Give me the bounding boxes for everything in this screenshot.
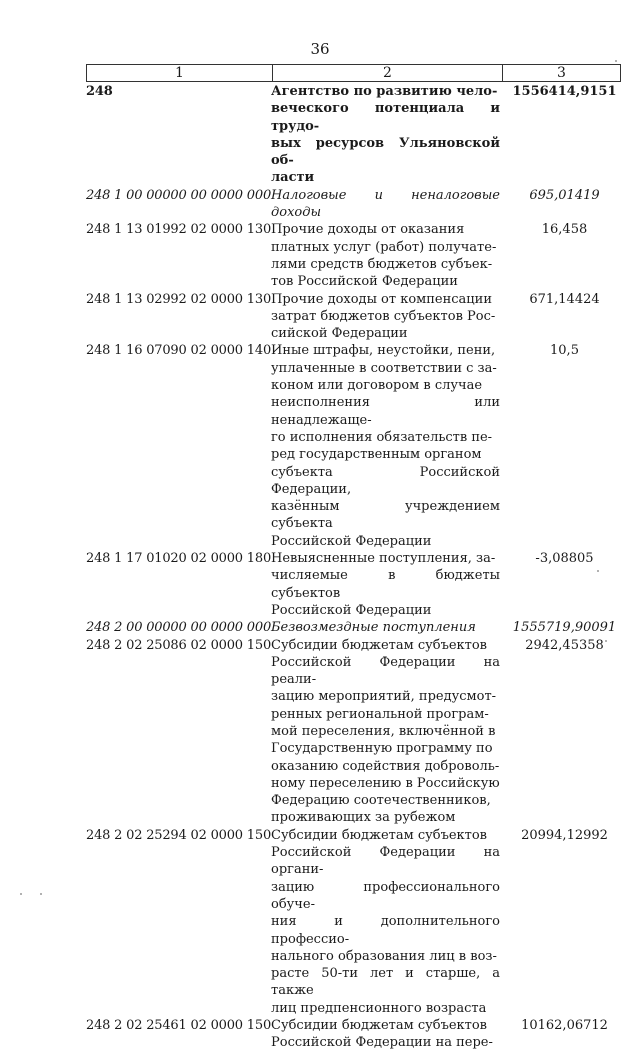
row-code: 248 1 00 00000 00 0000 000 bbox=[86, 187, 272, 203]
desc-line: уплаченные в соответствии с за- bbox=[271, 360, 497, 376]
desc-line: Безвозмездные поступления bbox=[271, 620, 476, 636]
row-amount: 20994,12992 bbox=[521, 827, 608, 843]
row-amount: 1555719,90091 bbox=[512, 620, 617, 636]
row-code: 248 2 02 25086 02 0000 150 bbox=[86, 637, 272, 653]
desc-line: сийской Федерации bbox=[271, 326, 408, 342]
desc-line: лями средств бюджетов субъек- bbox=[271, 256, 493, 272]
row-description bbox=[271, 637, 500, 827]
row-amount: 2942,45358 bbox=[525, 637, 604, 653]
desc-line: Субсидии бюджетам субъектов bbox=[271, 1018, 488, 1034]
desc-line: мой переселения, включённой в bbox=[271, 723, 496, 739]
row-code: 248 bbox=[86, 84, 113, 99]
row-description bbox=[271, 291, 500, 343]
row-description bbox=[271, 1017, 500, 1052]
desc-line: оказанию содействия доброволь- bbox=[271, 758, 500, 774]
desc-line: ренных региональной програм- bbox=[271, 706, 489, 722]
desc-line: Российской Федерации bbox=[271, 602, 432, 618]
desc-line: Прочие доходы от компенсации bbox=[271, 291, 492, 307]
desc-line: го исполнения обязательств пе- bbox=[271, 429, 493, 445]
row-amount: 10,5 bbox=[550, 343, 579, 359]
desc-line: ному переселению в Российскую bbox=[271, 775, 500, 791]
desc-line: расте 50-ти лет и старше, а также bbox=[271, 966, 500, 999]
row-description bbox=[271, 221, 500, 290]
scan-speck bbox=[20, 893, 22, 895]
desc-line: зацию профессионального обуче- bbox=[271, 879, 500, 912]
table-row bbox=[86, 291, 621, 343]
desc-line: числяемые в бюджеты субъектов bbox=[271, 568, 500, 601]
desc-line: Государственную программу по bbox=[271, 741, 493, 757]
table-row bbox=[86, 619, 621, 636]
desc-line: нального образования лиц в воз- bbox=[271, 948, 497, 964]
row-code: 248 1 13 02992 02 0000 130 bbox=[86, 291, 272, 307]
table-row bbox=[86, 187, 621, 222]
row-amount: 671,14424 bbox=[529, 291, 600, 307]
row-code: 248 1 13 01992 02 0000 130 bbox=[86, 222, 272, 238]
row-description bbox=[271, 619, 500, 636]
row-amount: 1556414,9151 bbox=[512, 84, 617, 99]
row-description bbox=[271, 83, 500, 187]
header-col-1: 1 bbox=[87, 65, 273, 81]
row-code: 248 2 02 25461 02 0000 150 bbox=[86, 1018, 272, 1034]
table-row bbox=[86, 637, 621, 827]
desc-line: Российской Федерации bbox=[271, 533, 432, 549]
table-body bbox=[86, 83, 621, 1052]
row-description bbox=[271, 187, 500, 222]
scan-speck bbox=[615, 60, 617, 62]
desc-line: платных услуг (работ) получате- bbox=[271, 239, 497, 255]
row-code: 248 2 00 00000 00 0000 000 bbox=[86, 620, 272, 636]
desc-line: субъекта Российской Федерации, bbox=[271, 464, 500, 497]
scan-speck bbox=[40, 893, 42, 895]
header-col-3: 3 bbox=[557, 65, 566, 81]
desc-line: Агентство по развитию чело- bbox=[271, 84, 498, 99]
desc-line: Российской Федерации на органи- bbox=[271, 845, 500, 878]
desc-line: Российской Федерации на реали- bbox=[271, 654, 500, 688]
desc-line: ния и дополнительного профессио- bbox=[271, 914, 500, 947]
desc-line: ласти bbox=[271, 170, 315, 186]
row-description bbox=[271, 827, 500, 1017]
row-code: 248 2 02 25294 02 0000 150 bbox=[86, 827, 272, 843]
row-description bbox=[271, 342, 500, 550]
desc-line: Субсидии бюджетам субъектов bbox=[271, 827, 488, 843]
desc-line: лиц предпенсионного возраста bbox=[271, 1000, 487, 1016]
table-header bbox=[86, 64, 621, 82]
table-row bbox=[86, 83, 621, 187]
desc-line: Невыясненные поступления, за- bbox=[271, 551, 496, 567]
table-row bbox=[86, 342, 621, 550]
row-code: 248 1 16 07090 02 0000 140 bbox=[86, 343, 272, 359]
scan-speck bbox=[605, 640, 607, 642]
row-description bbox=[271, 550, 500, 619]
desc-line: вых ресурсов Ульяновской об- bbox=[271, 135, 500, 169]
desc-line: Иные штрафы, неустойки, пени, bbox=[271, 343, 496, 359]
row-amount: -3,08805 bbox=[535, 551, 594, 567]
table-row bbox=[86, 827, 621, 1017]
desc-line: проживающих за рубежом bbox=[271, 810, 456, 826]
desc-line: веческого потенциала и трудо- bbox=[271, 101, 500, 134]
desc-line: Прочие доходы от оказания bbox=[271, 222, 465, 238]
desc-line: неисполнения или ненадлежаще- bbox=[271, 395, 500, 428]
row-amount: 16,458 bbox=[541, 222, 588, 238]
page-number: 36 bbox=[310, 40, 330, 58]
table-row bbox=[86, 1017, 621, 1052]
row-amount: 10162,06712 bbox=[521, 1018, 608, 1034]
desc-line: казённым учреждением субъекта bbox=[271, 499, 500, 532]
header-col-2: 2 bbox=[273, 65, 503, 81]
desc-line: Российской Федерации на пере- bbox=[271, 1035, 493, 1051]
row-code: 248 1 17 01020 02 0000 180 bbox=[86, 551, 272, 567]
desc-line: Налоговые и неналоговые доходы bbox=[271, 187, 500, 221]
table-row bbox=[86, 550, 621, 619]
desc-line: ред государственным органом bbox=[271, 447, 482, 463]
desc-line: Субсидии бюджетам субъектов bbox=[271, 637, 488, 653]
desc-line: тов Российской Федерации bbox=[271, 274, 458, 290]
desc-line: Федерацию соотечественников, bbox=[271, 793, 491, 809]
desc-line: зацию мероприятий, предусмот- bbox=[271, 689, 497, 705]
row-amount: 695,01419 bbox=[529, 187, 600, 203]
scan-speck bbox=[597, 570, 599, 572]
desc-line: затрат бюджетов субъектов Рос- bbox=[271, 308, 496, 324]
table-row bbox=[86, 221, 621, 290]
desc-line: коном или договором в случае bbox=[271, 378, 483, 394]
